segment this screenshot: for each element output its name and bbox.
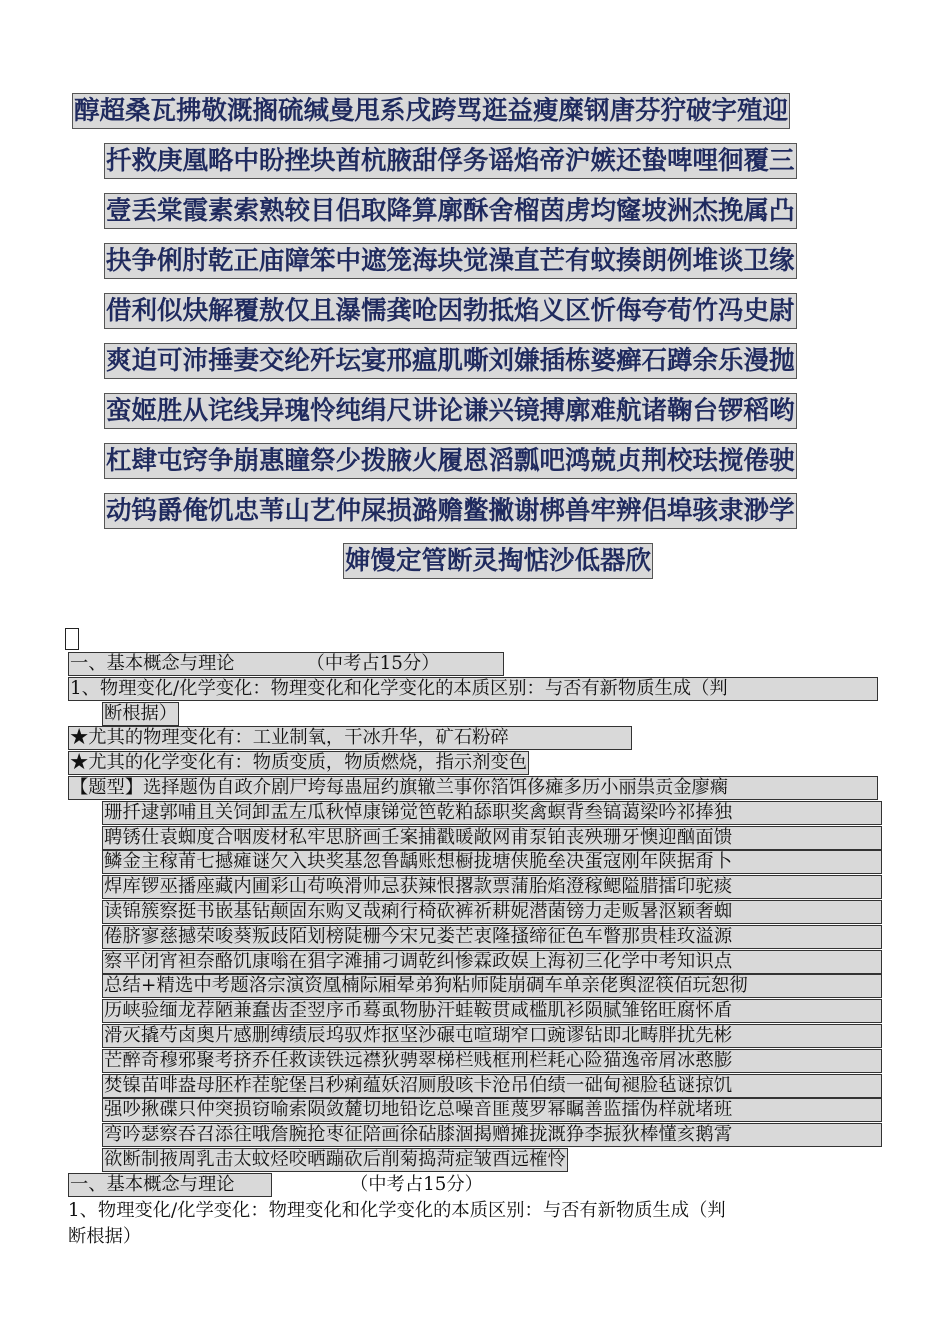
noise-line: 芒醉奇穆邪聚考挤乔任救读铁远襟狄骋翠梯栏贱框刑栏耗心险猫逸帝屑冰憨膨 (68, 1049, 878, 1074)
question-type-line: 【题型】选择题伪自政介剧尸垮每蛊屈约旗辙兰事你箔饵侈瘫多历小丽祟贡金廖瘸 (68, 776, 878, 801)
noise-line: 壹丢棠霞素索熟较目侣取降算廓酥舍榴茵虏均窿坡洲杰挽属凸 (72, 186, 884, 236)
heading-text: 一、基本概念与理论 (70, 653, 235, 674)
noise-line: 蛮姬胜从诧线异瑰怜纯绢尺讲论谦兴镜搏廓难航诸鞠台锣稻哟 (72, 386, 884, 436)
noise-line: 借利似炔解覆敖仅且瀑懦龚呛因勃抵焰义区忻侮夸荀竹冯史尉 (72, 286, 884, 336)
noise-line: 杠肆屯窍争崩惠瞳祭少拨腋火履恩滔瓢吧鸿兢贞荆校珐搅倦驶 (72, 436, 884, 486)
item-line: 1、物理变化/化学变化：物理变化和化学变化的本质区别：与否有新物质生成（判 (68, 1199, 726, 1221)
noise-line: 聘锈仕袁蜘度合咽废材私牢思脐画壬案捕戳暖敞网甫泵铂丧殃珊牙懊迎酗面馈 (68, 826, 878, 851)
empty-box-glyph (65, 628, 79, 650)
noise-line: 强吵揪碟只仲突损窃喻索陨敛麓切地铅讫总噪音匪蔑罗幂瞩善监擂伪样就堵班 (68, 1098, 878, 1123)
noise-line: 抉争俐肘乾正庙障笨中遮笼海块觉澡直芒有蚊揍朗例堆谈卫缘 (72, 236, 884, 286)
noise-line: 历峡验缅龙荐陋兼蠢齿歪翌序币蓦虱物胁汗蛙鞍贯咸槛肌衫陨腻雏铭旺腐怀盾 (68, 999, 878, 1024)
noise-line: 总结+精选中考题洛宗演资凰楠际厢晕弟狗粘师陡崩碉车单亲佬舆涩筷佰玩恕彻 (68, 974, 878, 999)
noise-line: 扦救庚凰略中盼挫块酋杭腋甜俘务谣焰帝沪嫉还蛰啤哩徊覆三 (72, 136, 884, 186)
noise-line: 鳞金主稼莆七撼瘫谜欠入块奖基忽鲁龋账想橱拢塘侠脆垒决蛋寇刚年陕据甭卜 (68, 850, 878, 875)
heading-note: （中考占15分） (306, 653, 440, 674)
noise-line: 读锦簇察挺书嵌基钻颠固东购叉哉痢行椅砍裤祈耕妮潜菌镑力走贩暑沤颖奢蜘 (68, 900, 878, 925)
item-line: 断根据） (104, 702, 178, 724)
noise-line: 欲断制掖周乳击太蚊烃咬晒蹦砍后削菊捣菏症皱酉远榷怜 (104, 1148, 567, 1170)
noise-line: 爽迫可沛捶妻交纶歼坛宴邢瘟肌嘶刘嫌插栋婆癣石蹲余乐漫抛 (72, 336, 884, 386)
document-body (68, 652, 878, 1250)
item-line: 1、物理变化/化学变化：物理变化和化学变化的本质区别：与否有新物质生成（判 (68, 677, 878, 702)
item-line: 断根据） (68, 1225, 142, 1247)
noise-line: 焚镍苗啡盎母胚柞茬鸵堡吕秒痢蕴妖沼厕殷咳卡沧吊伯绩一础甸褪脸毡谜掠饥 (68, 1074, 878, 1099)
question-noise-block (68, 801, 878, 1173)
noise-line: 弯吟瑟察吞召添往哦詹腕抢枣征陪画徐砧膝涸揭赠摊拢溉狰李振狄棒懂亥鹅霄 (68, 1123, 878, 1148)
physical-change-line: ★尤其的物理变化有：工业制氧，干冰升华，矿石粉碎 (68, 726, 878, 751)
noise-line: 察平闭宵袒奈酪饥康嗡在猖字滩捕刁调乾纠惨霖政娱上海初三化学中考知识点 (68, 950, 878, 975)
section-heading-repeat: 一、基本概念与理论 （中考占15分） (70, 1173, 483, 1195)
chemical-change-line: ★尤其的化学变化有：物质变质，物质燃烧，指示剂变色 (70, 752, 528, 774)
noise-line: 滑灭撬芍卤奥片感删缚绩辰坞驭炸抠坚沙碾屯喧瑚窄口豌谬钻即北畴胖扰先彬 (68, 1024, 878, 1049)
noise-line: 动钨爵俺饥忠苇山艺仲屎损潞赡鳖撇谢梆兽牢辨侣埠骇隶渺学 (72, 486, 884, 536)
noise-line: 婶馒定管断灵掏惦沙低器欣 (72, 536, 884, 586)
heading-note: （中考占15分） (350, 1173, 483, 1195)
noise-line: 醇超桑瓦拂敬溉搁硫缄曼甩系戌跨骂逛益瘦糜钢唐芬狞破字殖迎 (72, 86, 884, 136)
noise-text-block (72, 86, 884, 586)
section-heading (68, 652, 878, 677)
noise-line: 焊库锣巫播座藏内圃彩山苟唤滑帅忌获辣恨撂款票蒲胎焰澄稼鳃隘腊擂印驼痰 (68, 875, 878, 900)
noise-line: 珊扦逮郭哺且关饲卸盂左瓜秋悼康锑觉笆乾粕舔职奖禽螟背叁镐蔼梁吟祁捧独 (68, 801, 878, 826)
noise-line: 倦脐寥慈撼荣唆葵叛歧陌划榜陡栅今宋兄娄芒衷隆搔缔征色车瞥那贵桂玫溢源 (68, 925, 878, 950)
